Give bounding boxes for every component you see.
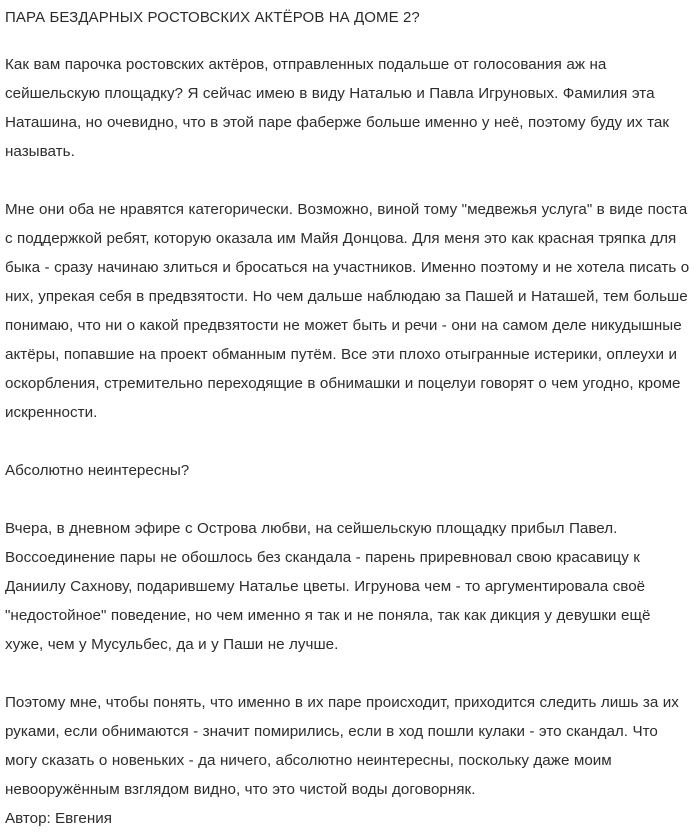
page-title: ПАРА БЕЗДАРНЫХ РОСТОВСКИХ АКТЁРОВ НА ДОМЕ 2? (5, 9, 420, 26)
article-paragraph-3: Абсолютно неинтересны? (5, 462, 190, 479)
article-paragraph-4: Вчера, в дневном эфире с Острова любви, на сейшельскую площадку прибыл Павел. Воссоединение пары не обошлось без скандала - парень приревновал свою красавицу к Даниилу Сахнову, подарившему Наталье цветы. Игрунова чем - то аргументировала своё "недостойное" поведение, но чем именно я так и не поняла, так как дикция у девушки ещё хуже, чем у Мусульбес, да и у Паши не лучше. (5, 520, 651, 653)
article-paragraph-1: Как вам парочка ростовских актёров, отправленных подальше от голосования аж на сейшельскую площадку? Я сейчас имею в виду Наталью и Павла Игруновых. Фамилия эта Наташина, но очевидно, что в этой паре фаберже больше именно у неё, поэтому буду их так называть. (5, 56, 670, 160)
article-paragraph-5: Поэтому мне, чтобы понять, что именно в их паре происходит, приходится следить лишь за их руками, если обнимаются - значит помирились, если в ход пошли кулаки - это скандал. Что могу сказать о новеньких - да ничего, абсолютно неинтересны, поскольку даже моим невооружённым взглядом видно, что это чистой воды договорняк. (5, 694, 679, 798)
article-byline: Автор: Евгения (5, 810, 112, 827)
title-body-spacer (5, 28, 693, 50)
article-paragraph-2: Мне они оба не нравятся категорически. Возможно, виной тому "медвежья услуга" в виде поста с поддержкой ребят, которую оказала им Майя Донцова. Для меня это как красная тряпка для быка - сразу начинаю злиться и бросаться на участников. Именно поэтому и не хотела писать о них, упрекая себя в предвзятости. Но чем дальше наблюдаю за Пашей и Наташей, тем больше понимаю, что ни о какой предвзятости не может быть и речи - они на самом деле никудышные актёры, попавшие на проект обманным путём. Все эти плохо отыгранные истерики, оплеухи и оскорбления, стремительно переходящие в обнимашки и поцелуи говорят о чем угодно, кроме искренности. (5, 201, 690, 421)
